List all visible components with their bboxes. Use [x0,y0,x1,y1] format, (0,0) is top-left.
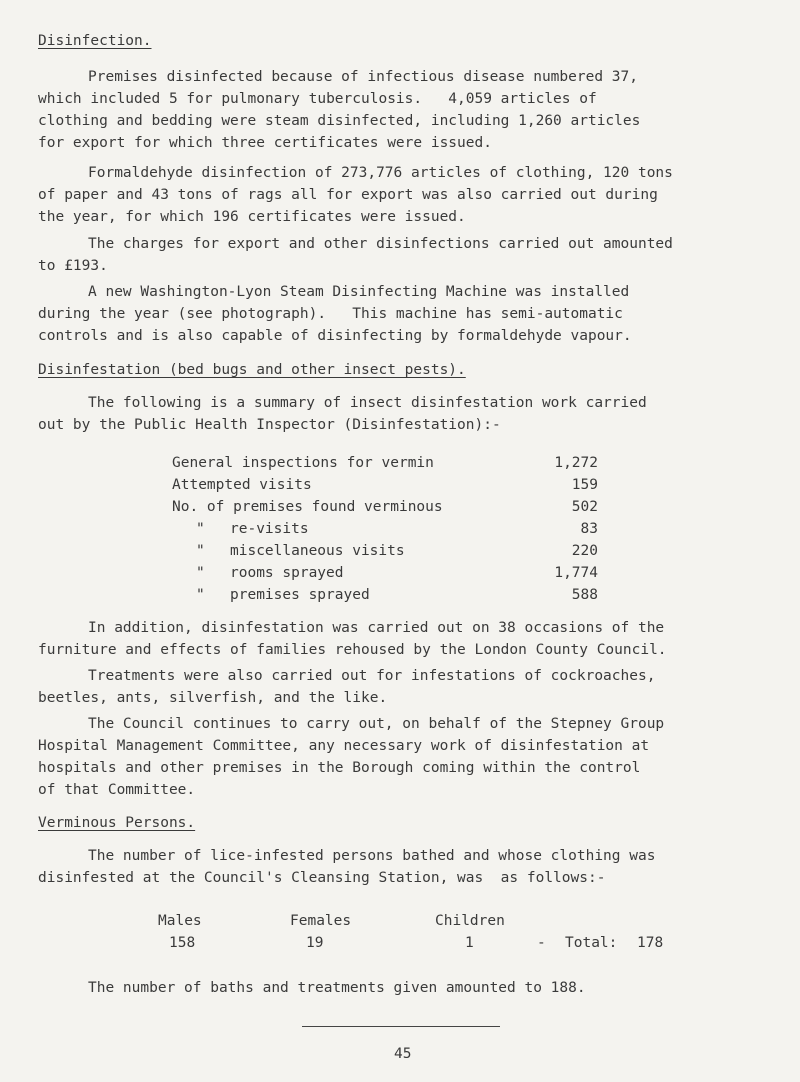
row-label: miscellaneous visits [230,543,405,559]
row-value: 83 [580,521,598,537]
ditto-mark: " [196,521,205,537]
total-value: 178 [637,935,664,951]
disinfection-paragraph-2 [38,162,778,228]
text-line: furniture and effects of families rehoused by the London County Council. [38,642,667,658]
text-line: The number of lice-infested persons bathed and whose clothing was [88,848,656,864]
disinfection-paragraph-3 [38,233,778,277]
footer-divider [302,1026,500,1027]
verminous-paragraph-1 [38,845,778,889]
verminous-persons-heading: Verminous Persons. [38,815,196,831]
text-line: Premises disinfected because of infectious disease numbered 37, [88,69,638,85]
row-label: rooms sprayed [230,565,344,581]
table-row [172,452,612,474]
disinfection-heading: Disinfection. [38,33,152,49]
text-line: controls and is also capable of disinfecting by formaldehyde vapour. [38,328,632,344]
disinfestation-paragraph-3 [38,665,778,709]
disinfestation-paragraph-4 [38,713,778,801]
text-line: Treatments were also carried out for infestations of cockroaches, [88,668,656,684]
text-line: during the year (see photograph). This machine has semi-automatic [38,306,623,322]
text-line: In addition, disinfestation was carried out on 38 occasions of the [88,620,665,636]
row-value: 1,272 [554,455,598,471]
table-cell: 19 [306,935,324,951]
disinfection-paragraph-1 [38,66,778,154]
table-row [172,474,612,496]
text-line: Formaldehyde disinfection of 273,776 articles of clothing, 120 tons [88,165,673,181]
row-value: 220 [571,543,598,559]
row-label: re-visits [230,521,309,537]
verminous-paragraph-2 [38,977,778,999]
page-number: 45 [394,1046,412,1062]
disinfestation-heading: Disinfestation (bed bugs and other insect pests). [38,362,466,378]
row-label: premises sprayed [230,587,370,603]
row-value: 1,774 [554,565,598,581]
dash-separator: - [537,935,546,951]
text-line: The number of baths and treatments given amounted to 188. [88,980,586,996]
disinfection-paragraph-4 [38,281,778,347]
row-label: No. of premises found verminous [172,499,443,515]
row-label: General inspections for vermin [172,455,434,471]
total-label: Total: [565,935,618,951]
text-line: The following is a summary of insect disinfestation work carried [88,395,647,411]
text-line: clothing and bedding were steam disinfected, including 1,260 articles [38,113,641,129]
row-label: Attempted visits [172,477,312,493]
table-row [172,496,612,518]
text-line: beetles, ants, silverfish, and the like. [38,690,388,706]
text-line: of paper and 43 tons of rags all for export was also carried out during [38,187,658,203]
text-line: which included 5 for pulmonary tuberculosis. 4,059 articles of [38,91,597,107]
text-line: hospitals and other premises in the Borough coming within the control [38,760,641,776]
table-cell: 158 [169,935,196,951]
ditto-mark: " [196,587,205,603]
text-line: The charges for export and other disinfections carried out amounted [88,236,673,252]
table-row [172,562,612,584]
text-line: to £193. [38,258,108,274]
text-line: The Council continues to carry out, on behalf of the Stepney Group [88,716,665,732]
ditto-mark: " [196,543,205,559]
ditto-mark: " [196,565,205,581]
table-row [172,584,612,606]
text-line: out by the Public Health Inspector (Disinfestation):- [38,417,501,433]
text-line: A new Washington-Lyon Steam Disinfecting Machine was installed [88,284,630,300]
disinfestation-summary-table [172,452,612,606]
column-header: Males [158,913,202,929]
disinfestation-paragraph-2 [38,617,778,661]
text-line: for export for which three certificates were issued. [38,135,492,151]
text-line: of that Committee. [38,782,196,798]
text-line: disinfested at the Council's Cleansing Station, was as follows:- [38,870,606,886]
table-cell: 1 [465,935,474,951]
table-row [172,540,612,562]
row-value: 588 [571,587,598,603]
row-value: 502 [571,499,598,515]
row-value: 159 [571,477,598,493]
column-header: Females [290,913,352,929]
table-row [172,518,612,540]
disinfestation-intro [38,392,778,436]
column-header: Children [435,913,505,929]
text-line: Hospital Management Committee, any necessary work of disinfestation at [38,738,650,754]
text-line: the year, for which 196 certificates were issued. [38,209,466,225]
